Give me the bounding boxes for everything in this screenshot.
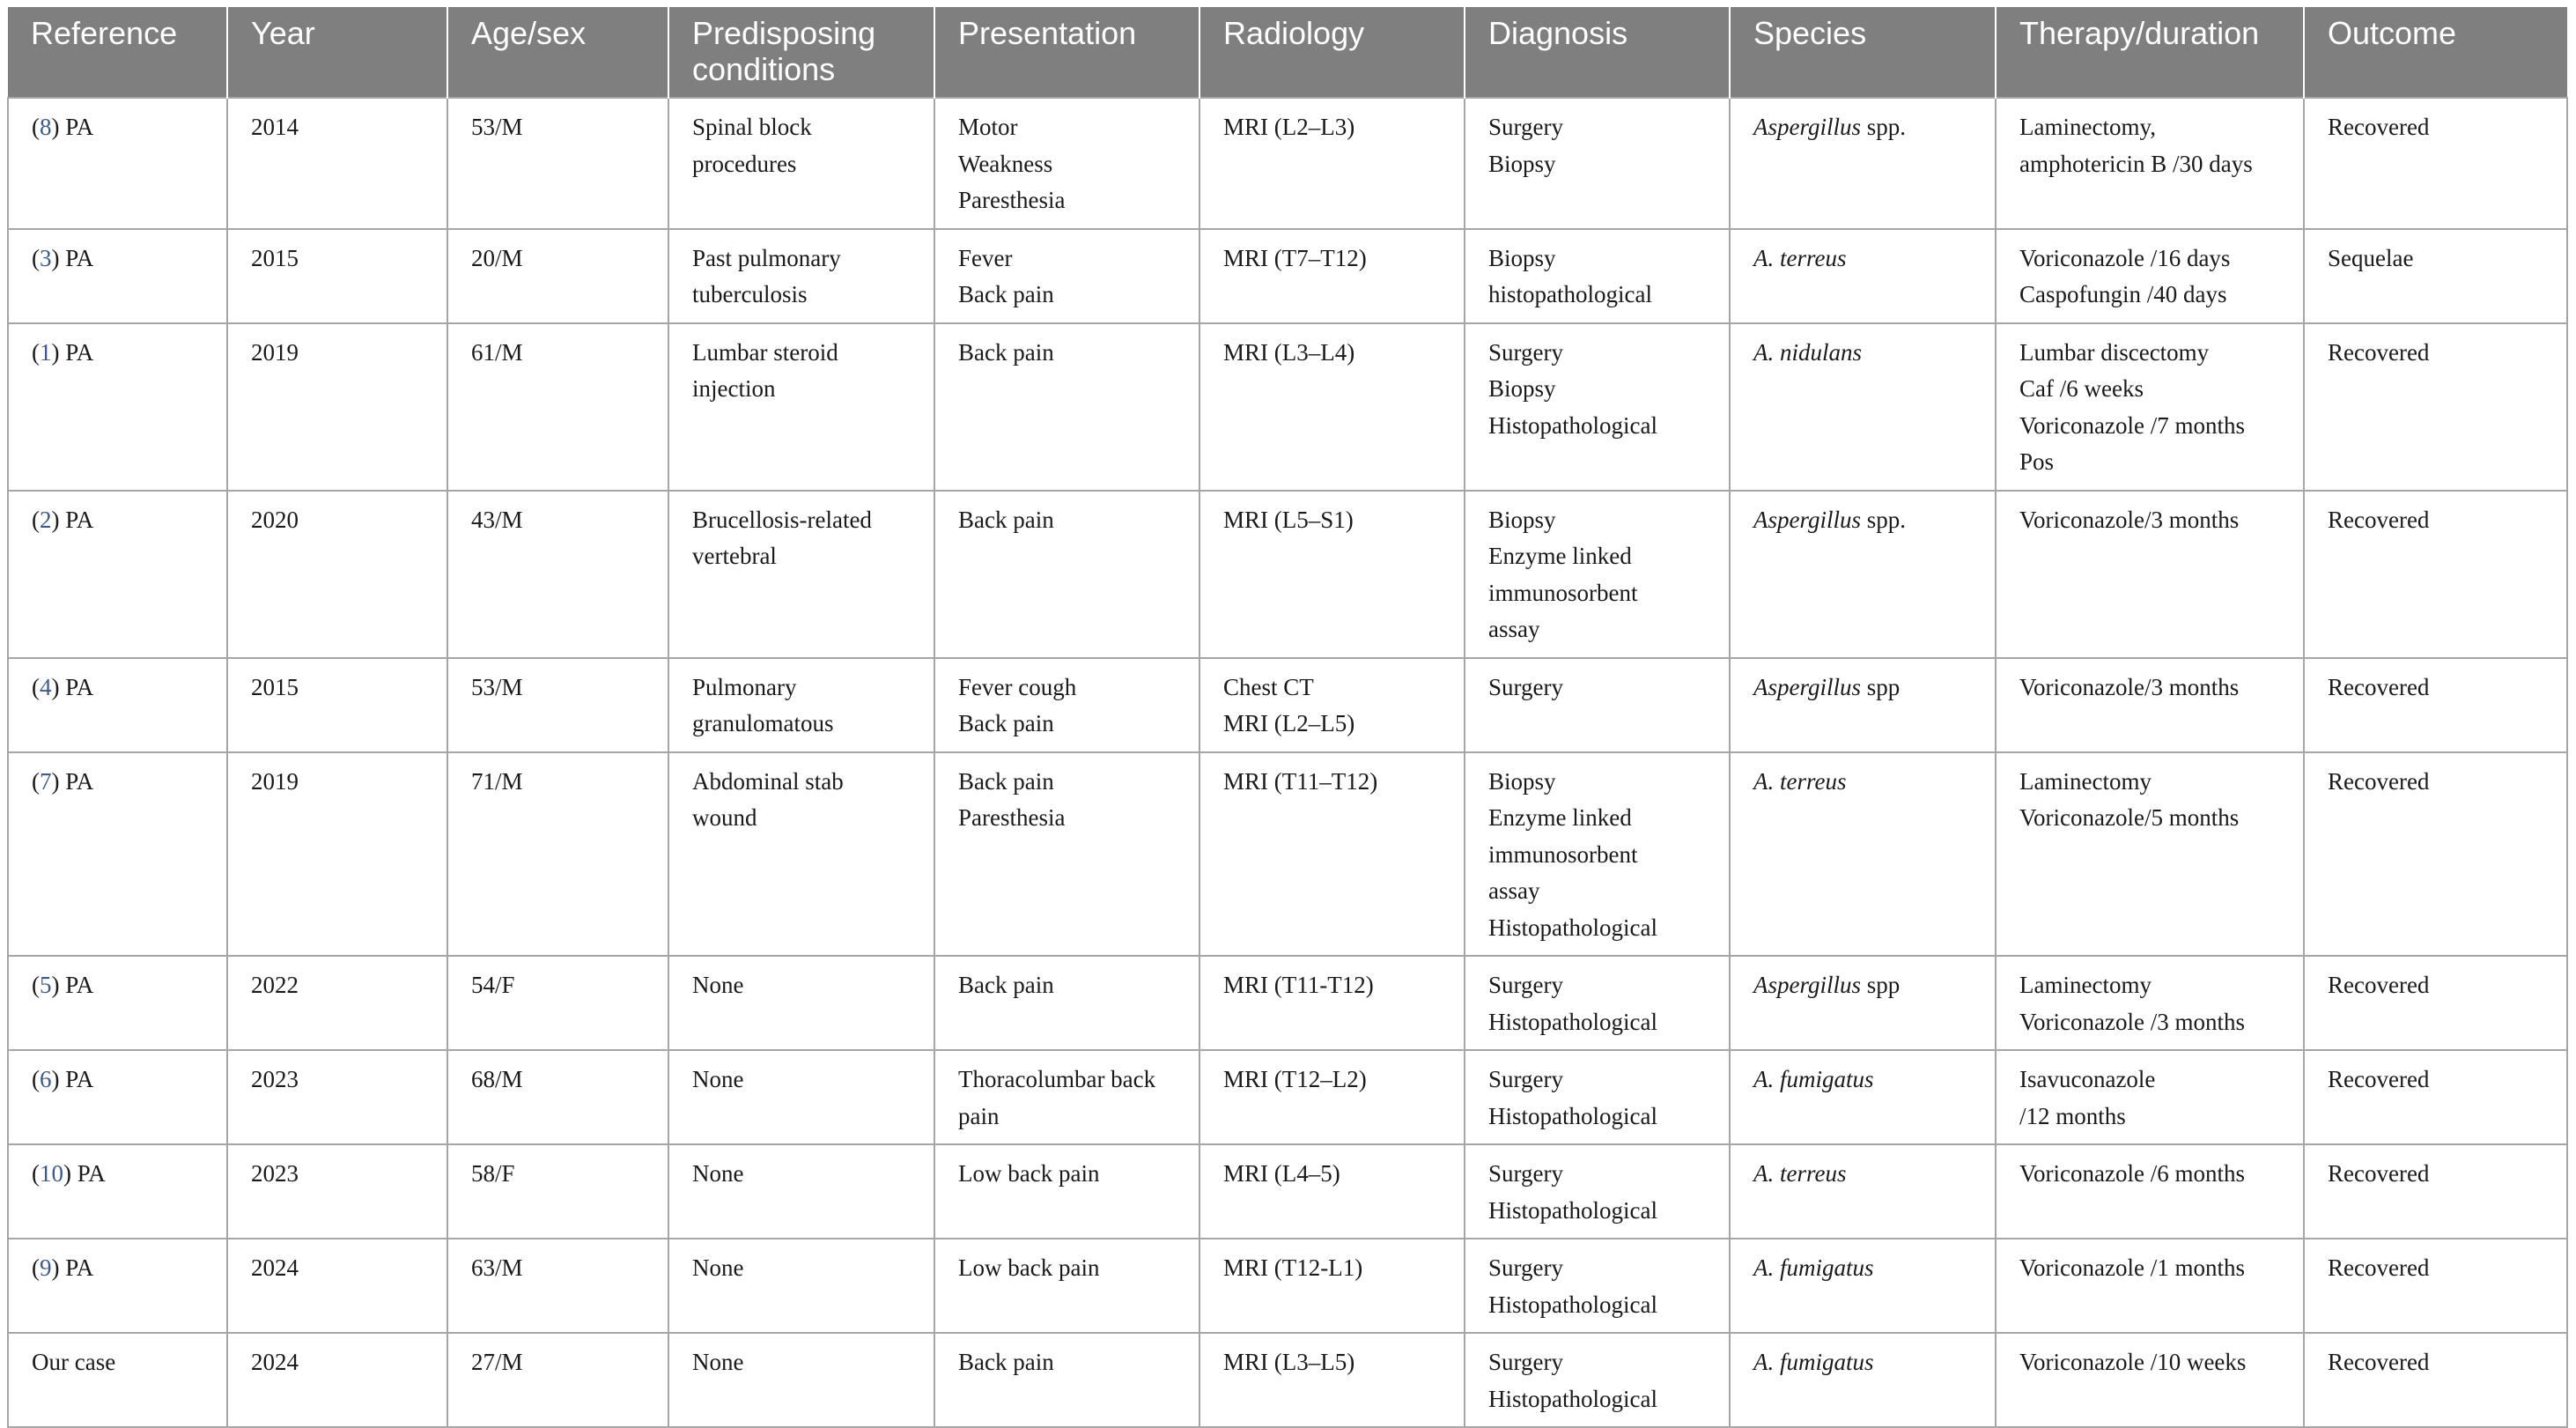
age-sex-cell [447,752,668,957]
diagnosis-line: immunosorbent [1488,840,1638,868]
diagnosis-cell [1465,229,1730,323]
diagnosis-line: Histopathological [1488,1102,1657,1129]
diagnosis-cell [1465,752,1730,957]
radiology-line: MRI (T12–L2) [1223,1066,1367,1092]
age-sex-cell [447,956,668,1050]
age-sex-cell [447,491,668,658]
outcome-cell [2304,752,2567,957]
header-diagnosis: Diagnosis [1465,7,1730,98]
radiology-line: MRI (T7–T12) [1223,244,1367,271]
predisposing-cell [668,491,934,658]
diagnosis-line: Biopsy [1488,150,1556,177]
predisposing-line: injection [692,375,776,402]
header-species: Species [1730,7,1996,98]
diagnosis-line: Histopathological [1488,1008,1657,1035]
presentation-cell [934,658,1199,752]
table-body [8,98,2567,1427]
reference-link[interactable]: 6 [40,1066,52,1092]
presentation-line: Back pain [958,972,1054,998]
diagnosis-line: immunosorbent [1488,579,1638,606]
therapy-cell [1996,1333,2304,1427]
presentation-cell [934,1050,1199,1144]
predisposing-cell [668,956,934,1050]
presentation-line: Paresthesia [958,187,1066,213]
therapy-cell [1996,491,2304,658]
therapy-line: Voriconazole /1 months [2019,1254,2245,1281]
reference-cell: (10) PA [8,1144,227,1239]
age-sex-text: 68/M [471,1066,523,1092]
therapy-line: Pos [2019,448,2055,475]
year-cell [227,323,447,491]
therapy-line: Voriconazole/3 months [2019,673,2240,700]
radiology-line: MRI (T12-L1) [1223,1254,1363,1281]
therapy-cell [1996,658,2304,752]
radiology-line: Chest CT [1223,673,1314,700]
diagnosis-cell [1465,1333,1730,1427]
reference-cell: (8) PA [8,98,227,229]
diagnosis-line: Surgery [1488,1066,1563,1092]
predisposing-line: None [692,972,744,998]
reference-cell [8,1333,227,1427]
year-text: 2019 [251,338,299,366]
header-reference: Reference [8,7,227,98]
reference-link[interactable]: 1 [40,338,52,366]
diagnosis-line: Biopsy [1488,506,1556,533]
table-row [8,752,2567,957]
species-name: A. nidulans [1753,338,1863,366]
therapy-line: Caf /6 weeks [2019,375,2144,402]
radiology-cell [1199,323,1465,491]
table-row [8,1144,2567,1239]
age-sex-text: 53/M [471,673,523,700]
age-sex-text: 27/M [471,1349,523,1375]
radiology-line: MRI (L3–L5) [1223,1349,1355,1375]
table-row [8,323,2567,491]
age-sex-cell [447,1050,668,1144]
species-cell [1730,229,1996,323]
therapy-line: amphotericin B /30 days [2019,150,2253,177]
predisposing-line: granulomatous [692,710,834,736]
presentation-line: Low back pain [958,1160,1100,1187]
age-sex-cell [447,658,668,752]
outcome-cell [2304,1239,2567,1333]
species-cell [1730,956,1996,1050]
species-name: Aspergillus [1753,673,1862,700]
reference-link[interactable]: 9 [40,1254,52,1281]
age-sex-cell [447,1144,668,1239]
radiology-cell [1199,1144,1465,1239]
diagnosis-line: Histopathological [1488,411,1657,439]
year-cell [227,752,447,957]
therapy-line: Voriconazole /10 weeks [2019,1349,2247,1375]
header-radiology: Radiology [1199,7,1465,98]
radiology-cell [1199,752,1465,957]
diagnosis-line: Surgery [1488,1254,1563,1281]
presentation-cell [934,956,1199,1050]
reference-suffix: PA [59,1254,94,1281]
year-text: 2023 [251,1066,299,1092]
presentation-line: Fever [958,244,1013,271]
species-name: A. terreus [1753,767,1847,795]
presentation-line: Back pain [958,281,1054,307]
therapy-line: Voriconazole /16 days [2019,244,2231,271]
age-sex-text: 63/M [471,1254,523,1281]
presentation-cell [934,323,1199,491]
predisposing-line: Past pulmonary [692,244,841,271]
reference-link[interactable]: 2 [40,506,52,533]
outcome-cell [2304,323,2567,491]
predisposing-cell [668,752,934,957]
diagnosis-line: Surgery [1488,1349,1563,1375]
therapy-line: Voriconazole /3 months [2019,1008,2245,1035]
species-name: A. fumigatus [1753,1254,1874,1281]
age-sex-cell [447,1333,668,1427]
radiology-line: MRI (L2–L5) [1223,710,1355,736]
diagnosis-cell [1465,491,1730,658]
outcome-cell [2304,1050,2567,1144]
radiology-line: MRI (T11–T12) [1223,767,1378,795]
year-cell [227,98,447,229]
predisposing-line: Spinal block [692,114,812,140]
outcome-cell [2304,658,2567,752]
reference-suffix: PA [59,972,94,998]
radiology-cell [1199,229,1465,323]
diagnosis-cell [1465,1144,1730,1239]
table-row [8,1239,2567,1333]
species-cell [1730,752,1996,957]
species-suffix: spp. [1861,114,1907,140]
year-text: 2014 [251,114,299,140]
age-sex-text: 54/F [471,972,515,998]
predisposing-cell [668,98,934,229]
presentation-cell [934,1239,1199,1333]
age-sex-cell [447,1239,668,1333]
therapy-cell [1996,229,2304,323]
species-cell [1730,1239,1996,1333]
radiology-cell [1199,491,1465,658]
outcome-cell [2304,229,2567,323]
age-sex-cell [447,229,668,323]
presentation-line: Fever cough [958,673,1077,700]
therapy-cell [1996,98,2304,229]
outcome-cell [2304,1333,2567,1427]
radiology-line: MRI (L4–5) [1223,1160,1340,1187]
species-cell [1730,1333,1996,1427]
species-cell [1730,98,1996,229]
reference-link[interactable]: 4 [40,673,52,700]
diagnosis-line: Surgery [1488,338,1563,366]
predisposing-line: tuberculosis [692,281,808,307]
header-row [8,7,2567,98]
therapy-line: Voriconazole /7 months [2019,411,2245,439]
radiology-line: MRI (L5–S1) [1223,506,1354,533]
presentation-line: Back pain [958,710,1054,736]
reference-cell: (2) PA [8,491,227,658]
species-suffix: spp [1861,673,1901,700]
table-row [8,98,2567,229]
therapy-cell [1996,752,2304,957]
therapy-cell [1996,323,2304,491]
diagnosis-line: Histopathological [1488,1385,1657,1412]
radiology-cell [1199,1239,1465,1333]
predisposing-line: procedures [692,150,797,177]
table-row [8,491,2567,658]
table-row [8,956,2567,1050]
reference-cell: (4) PA [8,658,227,752]
header-presentation: Presentation [934,7,1199,98]
reference-suffix: PA [59,506,94,533]
table-row [8,658,2567,752]
predisposing-line: None [692,1066,744,1092]
year-text: 2015 [251,244,299,271]
year-text: 2024 [251,1349,299,1375]
diagnosis-line: assay [1488,877,1540,904]
reference-cell: (9) PA [8,1239,227,1333]
age-sex-text: 61/M [471,338,523,366]
presentation-line: Back pain [958,767,1054,795]
radiology-cell [1199,1050,1465,1144]
species-name: A. fumigatus [1753,1066,1874,1092]
species-name: A. fumigatus [1753,1349,1874,1375]
header-year: Year [227,7,447,98]
diagnosis-line: Biopsy [1488,767,1556,795]
header-predisposing-conditions: Predisposing conditions [668,7,934,98]
radiology-cell [1199,658,1465,752]
reference-cell: (6) PA [8,1050,227,1144]
presentation-cell [934,229,1199,323]
reference-suffix: PA [59,338,94,366]
age-sex-cell [447,98,668,229]
reference-suffix: PA [59,1066,94,1092]
diagnosis-line: assay [1488,616,1540,642]
table-row [8,1333,2567,1427]
table-row [8,1050,2567,1144]
presentation-line: pain [958,1102,1000,1129]
reference-link[interactable]: 8 [40,114,52,140]
age-sex-text: 58/F [471,1160,515,1187]
presentation-line: Back pain [958,338,1054,366]
reference-suffix: PA [59,767,94,795]
diagnosis-line: Histopathological [1488,914,1657,941]
therapy-line: Caspofungin /40 days [2019,281,2227,307]
reference-cell: (5) PA [8,956,227,1050]
species-cell [1730,1050,1996,1144]
presentation-line: Low back pain [958,1254,1100,1281]
predisposing-cell [668,229,934,323]
therapy-line: Lumbar discectomy [2019,338,2210,366]
outcome-cell [2304,1144,2567,1239]
species-cell [1730,491,1996,658]
reference-suffix: PA [59,244,94,271]
outcome-text: Sequelae [2328,244,2414,271]
diagnosis-line: Surgery [1488,1160,1563,1187]
radiology-line: MRI (L3–L4) [1223,338,1355,366]
presentation-line: Back pain [958,506,1054,533]
diagnosis-line: Surgery [1488,972,1563,998]
reference-link[interactable]: 3 [40,244,52,271]
age-sex-cell [447,323,668,491]
predisposing-line: Abdominal stab [692,767,844,795]
year-text: 2015 [251,673,299,700]
age-sex-text: 71/M [471,767,523,795]
predisposing-line: None [692,1349,744,1375]
diagnosis-line: Enzyme linked [1488,543,1632,569]
table-container [7,7,2566,1428]
predisposing-cell [668,1050,934,1144]
outcome-cell [2304,956,2567,1050]
therapy-cell [1996,1050,2304,1144]
species-name: A. terreus [1753,244,1847,271]
presentation-line: Thoracolumbar back [958,1066,1156,1092]
radiology-cell [1199,956,1465,1050]
year-cell [227,491,447,658]
diagnosis-cell [1465,98,1730,229]
therapy-line: Isavuconazole [2019,1066,2156,1092]
year-cell [227,658,447,752]
diagnosis-line: Histopathological [1488,1196,1657,1224]
outcome-text: Recovered [2328,1349,2430,1375]
diagnosis-line: Biopsy [1488,244,1556,271]
predisposing-line: None [692,1254,744,1281]
case-comparison-table [7,7,2568,1428]
reference-text: Our case [32,1349,116,1375]
predisposing-cell [668,323,934,491]
radiology-line: MRI (L2–L3) [1223,114,1355,140]
radiology-line: MRI (T11-T12) [1223,972,1374,998]
radiology-cell [1199,1333,1465,1427]
species-name: A. terreus [1753,1160,1847,1187]
year-cell [227,1144,447,1239]
therapy-cell [1996,1144,2304,1239]
diagnosis-line: Enzyme linked [1488,804,1632,831]
year-text: 2024 [251,1254,299,1281]
year-text: 2020 [251,506,299,533]
radiology-cell [1199,98,1465,229]
diagnosis-line: Histopathological [1488,1291,1657,1318]
predisposing-cell [668,1144,934,1239]
therapy-line: Laminectomy [2019,767,2152,795]
outcome-cell [2304,491,2567,658]
year-cell [227,229,447,323]
year-cell [227,1239,447,1333]
year-text: 2023 [251,1160,299,1187]
diagnosis-cell [1465,1239,1730,1333]
predisposing-cell [668,658,934,752]
therapy-line: Voriconazole/5 months [2019,804,2240,831]
outcome-text: Recovered [2328,506,2430,533]
outcome-text: Recovered [2328,1066,2430,1092]
species-cell [1730,323,1996,491]
predisposing-line: Pulmonary [692,673,797,700]
reference-link[interactable]: 5 [40,972,52,998]
outcome-text: Recovered [2328,972,2430,998]
reference-cell: (7) PA [8,752,227,957]
therapy-line: /12 months [2019,1102,2126,1129]
reference-suffix: PA [59,673,94,700]
predisposing-cell [668,1239,934,1333]
species-suffix: spp [1861,972,1901,998]
species-name: Aspergillus [1753,114,1862,140]
presentation-cell [934,491,1199,658]
predisposing-line: None [692,1160,744,1187]
outcome-cell [2304,98,2567,229]
age-sex-text: 43/M [471,506,523,533]
diagnosis-line: Surgery [1488,673,1563,700]
presentation-line: Weakness [958,150,1053,177]
header-outcome: Outcome [2304,7,2567,98]
header-therapy-duration: Therapy/duration [1996,7,2304,98]
therapy-line: Laminectomy, [2019,114,2156,140]
species-name: Aspergillus [1753,506,1862,533]
presentation-cell [934,752,1199,957]
presentation-line: Paresthesia [958,804,1066,831]
species-cell [1730,658,1996,752]
presentation-cell [934,98,1199,229]
year-text: 2019 [251,767,299,795]
year-cell [227,1050,447,1144]
outcome-text: Recovered [2328,1160,2430,1187]
reference-link[interactable]: 7 [40,767,52,795]
age-sex-text: 53/M [471,114,523,140]
species-cell [1730,1144,1996,1239]
therapy-line: Voriconazole /6 months [2019,1160,2245,1187]
reference-cell: (1) PA [8,323,227,491]
presentation-cell [934,1144,1199,1239]
diagnosis-cell [1465,658,1730,752]
diagnosis-cell [1465,323,1730,491]
table-row [8,229,2567,323]
reference-link[interactable]: 10 [40,1160,63,1187]
outcome-text: Recovered [2328,338,2430,366]
species-name: Aspergillus [1753,972,1862,998]
reference-suffix: PA [71,1160,106,1187]
species-suffix: spp. [1861,506,1907,533]
diagnosis-cell [1465,1050,1730,1144]
therapy-cell [1996,956,2304,1050]
reference-cell: (3) PA [8,229,227,323]
presentation-line: Back pain [958,1349,1054,1375]
therapy-line: Voriconazole/3 months [2019,506,2240,533]
age-sex-text: 20/M [471,244,523,271]
outcome-text: Recovered [2328,1254,2430,1281]
predisposing-line: vertebral [692,543,777,569]
predisposing-line: wound [692,804,757,831]
year-text: 2022 [251,972,299,998]
diagnosis-line: Biopsy [1488,375,1556,402]
outcome-text: Recovered [2328,673,2430,700]
header-age-sex: Age/sex [447,7,668,98]
year-cell [227,1333,447,1427]
outcome-text: Recovered [2328,767,2430,795]
diagnosis-line: Surgery [1488,114,1563,140]
year-cell [227,956,447,1050]
predisposing-cell [668,1333,934,1427]
presentation-cell [934,1333,1199,1427]
diagnosis-line: histopathological [1488,281,1652,307]
diagnosis-cell [1465,956,1730,1050]
predisposing-line: Lumbar steroid [692,338,838,366]
therapy-cell [1996,1239,2304,1333]
predisposing-line: Brucellosis-related [692,506,872,533]
outcome-text: Recovered [2328,114,2430,140]
therapy-line: Laminectomy [2019,972,2152,998]
presentation-line: Motor [958,114,1018,140]
reference-suffix: PA [59,114,94,140]
